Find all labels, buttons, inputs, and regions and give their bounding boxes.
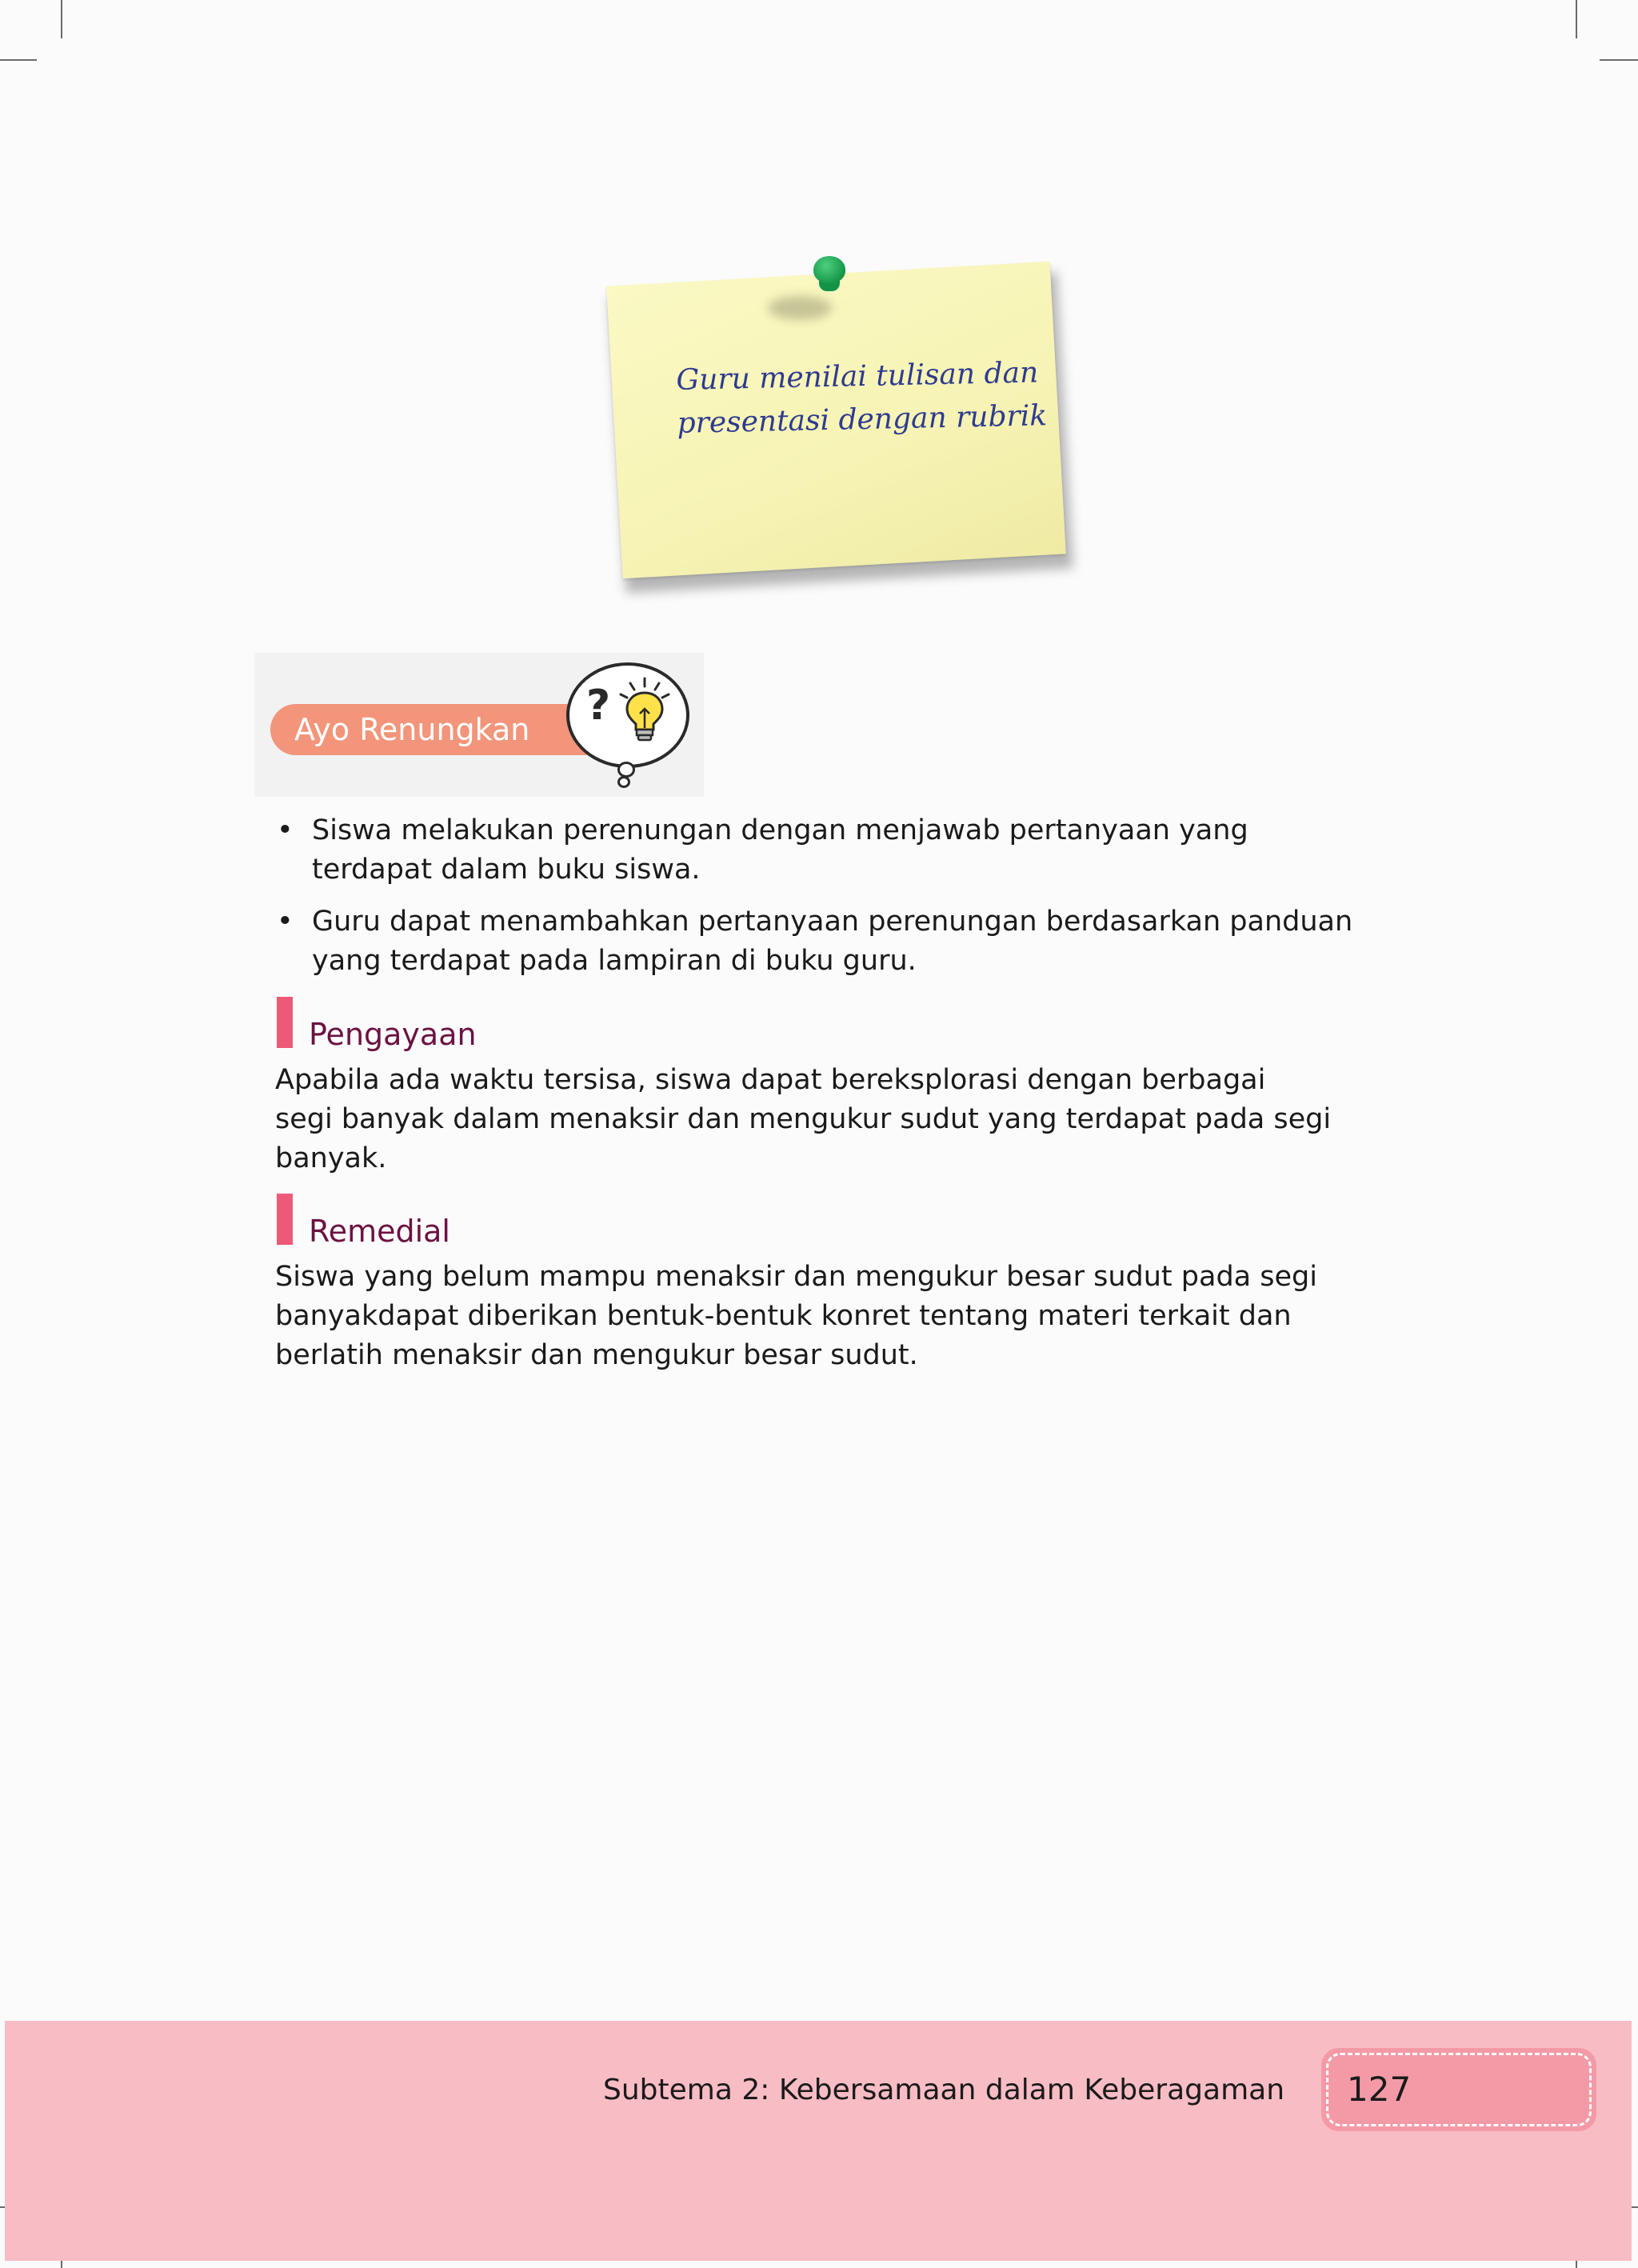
pengayaan-paragraph <box>275 1061 1395 1178</box>
footer-subtema: Subtema 2: Kebersamaan dalam Keberagaman <box>603 2074 1285 2106</box>
pengayaan-bar <box>277 997 293 1048</box>
crop-mark <box>0 59 37 61</box>
bullet-dot-icon: • <box>277 906 294 938</box>
reflect-header-label: Ayo Renungkan <box>294 712 530 747</box>
sticky-note-line: presentasi dengan rubrik <box>677 399 1048 440</box>
pushpin-icon <box>813 256 845 283</box>
bullet-line: yang terdapat pada lampiran di buku guru. <box>312 945 917 977</box>
bullet-line: Guru dapat menambahkan pertanyaan perenungan berdasarkan panduan <box>312 906 1353 938</box>
paragraph-line: banyak. <box>275 1142 387 1174</box>
crop-mark <box>61 0 62 38</box>
pushpin-shadow <box>768 296 832 320</box>
thought-bubble-dot <box>617 762 635 778</box>
page-number: 127 <box>1347 2070 1412 2109</box>
list-item <box>275 902 1395 981</box>
reflection-bullet-list <box>275 811 1395 994</box>
paragraph-line: Apabila ada waktu tersisa, siswa dapat bereksplorasi dengan berbagai <box>275 1064 1266 1096</box>
crop-mark <box>1576 0 1577 38</box>
remedial-bar <box>277 1194 293 1245</box>
bullet-line: terdapat dalam buku siswa. <box>312 854 701 886</box>
crop-mark <box>1600 59 1638 61</box>
question-mark-icon: ? <box>586 682 611 730</box>
sticky-note-text <box>676 351 1053 446</box>
lightbulb-icon <box>613 677 677 742</box>
remedial-paragraph <box>275 1258 1395 1375</box>
bullet-dot-icon: • <box>277 814 294 846</box>
pengayaan-title: Pengayaan <box>309 1017 477 1052</box>
sticky-note-line: Guru menilai tulisan dan <box>676 356 1039 397</box>
remedial-title: Remedial <box>309 1214 450 1249</box>
paragraph-line: segi banyak dalam menaksir dan mengukur sudut yang terdapat pada segi <box>275 1103 1332 1135</box>
thought-bubble-dot <box>617 776 630 788</box>
list-item <box>275 811 1395 890</box>
paragraph-line: banyakdapat diberikan bentuk-bentuk konret tentang materi terkait dan <box>275 1300 1292 1332</box>
bullet-line: Siswa melakukan perenungan dengan menjawab pertanyaan yang <box>312 814 1248 846</box>
paragraph-line: Siswa yang belum mampu menaksir dan mengukur besar sudut pada segi <box>275 1261 1317 1293</box>
paragraph-line: berlatih menaksir dan mengukur besar sudut. <box>275 1339 918 1371</box>
